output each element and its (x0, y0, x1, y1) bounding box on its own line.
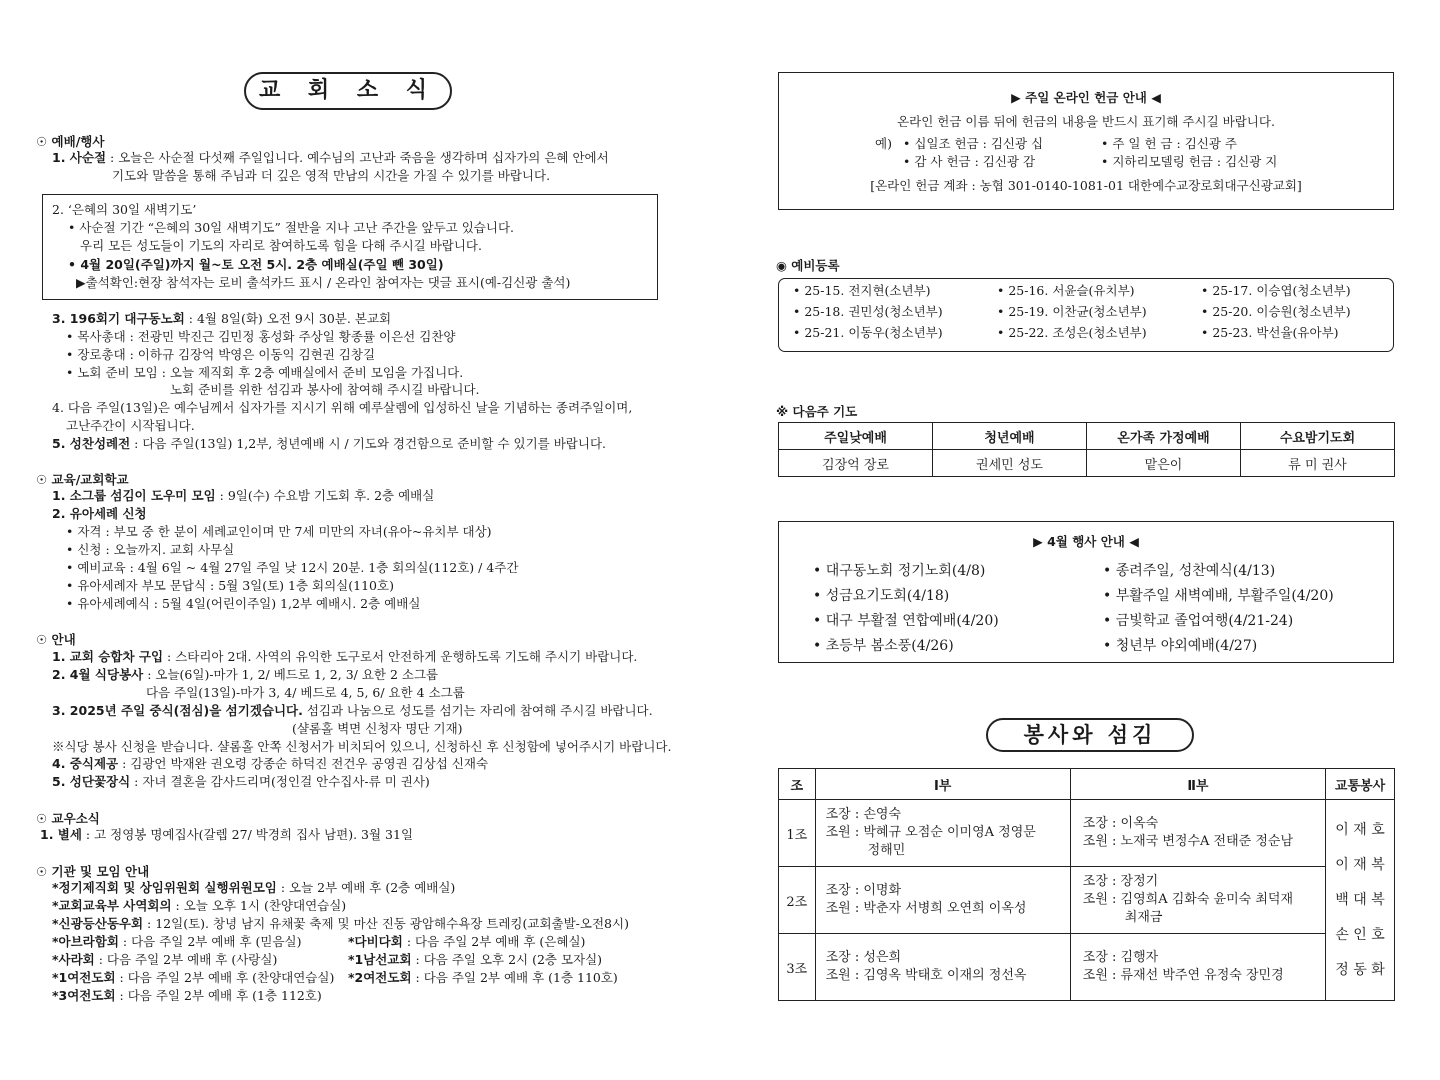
org-row-1: *정기제직회 및 상임위원회 실행위원모임 : 오늘 2부 예배 후 (2층 예배실) (52, 880, 456, 895)
april-events-box (778, 521, 1394, 663)
presbytery-elders: • 장로총대 : 이하규 김장억 박영은 이동익 김현권 김창길 (66, 347, 376, 362)
palm-sunday-item: 4. 다음 주일(13일)은 예수님께서 십자가를 지시기 위해 예루살렘에 입성하신 날을 기념하는 종려주일이며, (52, 400, 633, 415)
preregistration-entry: • 25-22. 조성은(청소년부) (997, 325, 1147, 340)
offering-description: 온라인 헌금 이름 뒤에 헌금의 내용을 반드시 표기해 주시길 바랍니다. (897, 114, 1275, 129)
org-row-4b: *다비다회 : 다음 주일 2부 예배 후 (은혜실) (348, 934, 586, 949)
baptism-ceremony: • 유아세례예식 : 5월 4일(어린이주일) 1,2부 예배시. 2층 예배실 (66, 596, 421, 611)
traffic-volunteer: 백 대 복 (1335, 891, 1385, 908)
dawn-prayer-line3: • 4월 20일(주일)까지 월~토 오전 5시. 2층 예배실(주일 뺀 30일) (68, 257, 444, 272)
service-part1-cell (815, 867, 1070, 934)
service-members: 조원 : 박혜규 오점순 이미영A 정영문 (825, 825, 1036, 840)
prayer-table (778, 422, 1395, 477)
prayer-leader: 류 미 권사 (1241, 450, 1395, 477)
april-event-item: • 대구 부활절 연합예배(4/20) (813, 613, 999, 629)
presbytery-prep-line2: 노회 준비를 위한 섬김과 봉사에 참여해 주시길 바랍니다. (170, 382, 480, 397)
prayer-leader: 맡은이 (1087, 450, 1241, 477)
service-leader: 조장 : 장정기 (1082, 874, 1159, 889)
service-part2-cell (1070, 800, 1325, 867)
lunch-provider-item: 4. 중식제공 : 김광언 박재완 권오령 강종순 하덕진 전건우 공영권 김상섭 신재숙 (52, 756, 489, 771)
service-members: 조원 : 류재선 박주연 유정숙 장민경 (1082, 968, 1284, 983)
service-members: 조원 : 김영옥 박태호 이재의 정선옥 (825, 968, 1027, 983)
org-row-5a: *사라회 : 다음 주일 2부 예배 후 (사랑실) (52, 952, 278, 967)
preregistration-entry: • 25-15. 전지현(소년부) (793, 283, 931, 298)
van-purchase-item: 1. 교회 승합차 구입 : 스타리아 2대. 사역의 유익한 도구로서 안전하게 운행하도록 기도해 주시기 바랍니다. (52, 649, 638, 664)
preregistration-entry: • 25-19. 이찬균(청소년부) (997, 304, 1147, 319)
service-group: 2조 (779, 867, 816, 934)
dawn-prayer-title: 2. ‘은혜의 30일 새벽기도’ (52, 202, 197, 217)
service-leader: 조장 : 성은희 (825, 950, 902, 965)
service-table (778, 768, 1395, 1001)
april-event-item: • 종려주일, 성찬예식(4/13) (1103, 563, 1276, 579)
lent-item-line2: 기도와 말씀을 통해 주님과 더 깊은 영적 만남의 시간을 가질 수 있기를 바랍니다. (112, 168, 551, 183)
org-row-3: *신광등산동우회 : 12일(토). 창녕 남지 유채꽃 축제 및 마산 진동 광암해수욕장 트레킹(교회출발-오전8시) (52, 916, 629, 931)
palm-sunday-item-line2: 고난주간이 시작됩니다. (66, 418, 195, 433)
april-event-item: • 청년부 야외예배(4/27) (1103, 638, 1258, 654)
traffic-volunteer: 정 동 화 (1335, 961, 1385, 978)
worship-heading: ☉ 예배/행사 (36, 134, 105, 149)
service-leader: 조장 : 이옥숙 (1082, 816, 1159, 831)
april-event-item: • 대구동노회 정기노회(4/8) (813, 563, 986, 579)
prayer-leader: 김장억 장로 (779, 450, 933, 477)
preregistration-entry: • 25-21. 이동우(청소년부) (793, 325, 943, 340)
presbytery-item: 3. 196회기 대구동노회 : 4월 8일(화) 오전 9시 30분. 본교회 (52, 311, 392, 326)
service-header-group: 조 (779, 769, 816, 800)
church-news-title: 교 회 소 식 (244, 72, 452, 110)
offering-example-sunday: • 주 일 헌 금 : 김신광 주 (1101, 136, 1237, 151)
service-leader: 조장 : 손영숙 (825, 807, 902, 822)
dawn-prayer-box (42, 194, 658, 300)
kitchen-service-item: 2. 4월 식당봉사 : 오늘(6일)-마가 1, 2/ 베드로 1, 2, 3/ 요한 2 소그룹 (52, 667, 439, 682)
lunch-service-item: 3. 2025년 주일 중식(점심)을 섬기겠습니다. 섬김과 나눔으로 성도를 섬기는 자리에 참여해 주시길 바랍니다. (52, 703, 653, 718)
online-offering-box (778, 72, 1394, 210)
prayer-header: 청년예배 (933, 423, 1087, 450)
service-members-cont: 최재금 (1124, 910, 1163, 925)
service-header-traffic: 교통봉사 (1326, 769, 1395, 800)
obituary-item: 1. 별세 : 고 정영봉 명예집사(갈렙 27/ 박경희 집사 남편). 3월 31일 (40, 827, 414, 842)
traffic-volunteer: 이 재 복 (1335, 856, 1385, 873)
member-news-heading: ☉ 교우소식 (36, 811, 100, 826)
org-row-7: *3여전도회 : 다음 주일 2부 예배 후 (1층 112호) (52, 988, 322, 1003)
baptism-education: • 예비교육 : 4월 6일 ~ 4월 27일 주일 낮 12시 20분. 1층 회의실(112호) / 4주간 (66, 560, 519, 575)
offering-example-tithe: • 십일조 헌금 : 김신광 십 (903, 136, 1044, 151)
preregistration-entry: • 25-20. 이승원(청소년부) (1201, 304, 1351, 319)
service-group: 3조 (779, 934, 816, 1001)
service-group: 1조 (779, 800, 816, 867)
dawn-prayer-line1: • 사순절 기간 “은혜의 30일 새벽기도” 절반을 지나 고난 주간을 앞두고 있습니다. (68, 220, 514, 235)
preregistration-entry: • 25-17. 이승엽(청소년부) (1201, 283, 1351, 298)
offering-example-prefix: 예) (875, 136, 892, 151)
service-part1-cell (815, 934, 1070, 1001)
dawn-prayer-line2: 우리 모든 성도들이 기도의 자리로 참여하도록 힘을 다해 주시길 바랍니다. (80, 238, 482, 253)
service-header-part2: Ⅱ부 (1070, 769, 1325, 800)
service-leader: 조장 : 김행자 (1082, 950, 1159, 965)
preregistration-box (778, 278, 1394, 352)
prayer-header: 온가족 가정예배 (1087, 423, 1241, 450)
service-header-part1: Ⅰ부 (815, 769, 1070, 800)
traffic-volunteer: 손 인 호 (1335, 926, 1385, 943)
service-part2-cell (1070, 934, 1325, 1001)
org-row-6b: *2여전도회 : 다음 주일 2부 예배 후 (1층 110호) (348, 970, 618, 985)
offering-account: [온라인 헌금 계좌 : 농협 301-0140-1081-01 대한예수교장로회대구신광교회] (870, 178, 1302, 193)
preregistration-entry: • 25-18. 권민성(청소년부) (793, 304, 943, 319)
smallgroup-meeting-item: 1. 소그룹 섬김이 도우미 모임 : 9일(수) 수요밤 기도회 후. 2층 예배실 (52, 488, 435, 503)
preregistration-entry: • 25-16. 서윤슬(유치부) (997, 283, 1135, 298)
service-members: 조원 : 박춘자 서병희 오연희 이옥성 (825, 901, 1027, 916)
next-week-prayer-heading: ※ 다음주 기도 (776, 404, 858, 419)
service-members: 조원 : 노재국 변정수A 전태준 정순남 (1082, 834, 1294, 849)
preregistration-entry: • 25-23. 박선율(유아부) (1201, 325, 1339, 340)
april-event-item: • 초등부 봄소풍(4/26) (813, 638, 954, 654)
baptism-application: • 신청 : 오늘까지. 교회 사무실 (66, 542, 235, 557)
org-row-6a: *1여전도회 : 다음 주일 2부 예배 후 (찬양대연습실) (52, 970, 335, 985)
presbytery-pastors: • 목사총대 : 전광민 박진근 김민정 홍성화 주상일 황종률 이은선 김찬양 (66, 329, 456, 344)
organization-heading: ☉ 기관 및 모임 안내 (36, 864, 150, 879)
baptism-qualification: • 자격 : 부모 중 한 분이 세례교인이며 만 7세 미만의 자녀(유아~유치부 대상) (66, 524, 492, 539)
offering-title: ▶ 주일 온라인 헌금 안내 ◀ (1011, 90, 1161, 105)
service-members: 조원 : 김영희A 김화숙 윤미숙 최덕재 (1082, 892, 1294, 907)
april-events-title: ▶ 4월 행사 안내 ◀ (1033, 534, 1139, 549)
org-row-4a: *아브라함회 : 다음 주일 2부 예배 후 (믿음실) (52, 934, 302, 949)
traffic-service-cell (1326, 800, 1395, 1001)
april-event-item: • 금빛학교 졸업여행(4/21-24) (1103, 613, 1294, 629)
infant-baptism-item: 2. 유아세례 신청 (52, 506, 147, 521)
service-leader: 조장 : 이명화 (825, 883, 902, 898)
prayer-header: 수요밤기도회 (1241, 423, 1395, 450)
prayer-leader: 권세민 성도 (933, 450, 1087, 477)
org-row-5b: *1남선교회 : 다음 주일 오후 2시 (2층 모자실) (348, 952, 603, 967)
preregistration-heading: ◉ 예비등록 (776, 258, 840, 273)
kitchen-service-line2: 다음 주일(13일)-마가 3, 4/ 베드로 4, 5, 6/ 요한 4 소그룹 (146, 685, 465, 700)
baptism-interview: • 유아세례자 부모 문답식 : 5월 3일(토) 1층 회의실(110호) (66, 578, 394, 593)
communion-item: 5. 성찬성례전 : 다음 주일(13일) 1,2부, 청년예배 시 / 기도와 경건함으로 준비할 수 있기를 바랍니다. (52, 436, 607, 451)
lunch-service-line2: (샬롬홀 벽면 신청자 명단 기재) (292, 721, 463, 736)
kitchen-volunteer-note: ※식당 봉사 신청을 받습니다. 샬롬홀 안쪽 신청서가 비치되어 있으니, 신청하신 후 신청함에 넣어주시기 바랍니다. (52, 739, 672, 754)
prayer-header: 주일낮예배 (779, 423, 933, 450)
presbytery-prep: • 노회 준비 모임 : 오늘 제직회 후 2층 예배실에서 준비 모임을 가집니다. (66, 365, 464, 380)
service-part2-cell (1070, 867, 1325, 934)
lent-item: 1. 사순절 : 오늘은 사순절 다섯째 주일입니다. 예수님의 고난과 죽음을 생각하며 십자가의 은혜 안에서 (52, 150, 609, 165)
education-heading: ☉ 교육/교회학교 (36, 472, 129, 487)
service-members-cont: 정해민 (867, 843, 906, 858)
traffic-volunteer: 이 재 호 (1335, 821, 1385, 838)
altar-flower-item: 5. 성단꽃장식 : 자녀 결혼을 감사드리며(정인걸 안수집사-류 미 권사) (52, 774, 430, 789)
notice-heading: ☉ 안내 (36, 632, 76, 647)
april-event-item: • 부활주일 새벽예배, 부활주일(4/20) (1103, 588, 1334, 604)
offering-example-thanks: • 감 사 헌금 : 김신광 감 (903, 154, 1036, 169)
service-title: 봉사와 섬김 (986, 718, 1194, 752)
april-event-item: • 성금요기도회(4/18) (813, 588, 950, 604)
service-part1-cell (815, 800, 1070, 867)
dawn-prayer-line4: ▶출석확인:현장 참석자는 로비 출석카드 표시 / 온라인 참여자는 댓글 표시(예-김신광 출석) (76, 275, 571, 290)
offering-example-remodel: • 지하리모델링 헌금 : 김신광 지 (1101, 154, 1278, 169)
org-row-2: *교회교육부 사역회의 : 오늘 오후 1시 (찬양대연습실) (52, 898, 347, 913)
